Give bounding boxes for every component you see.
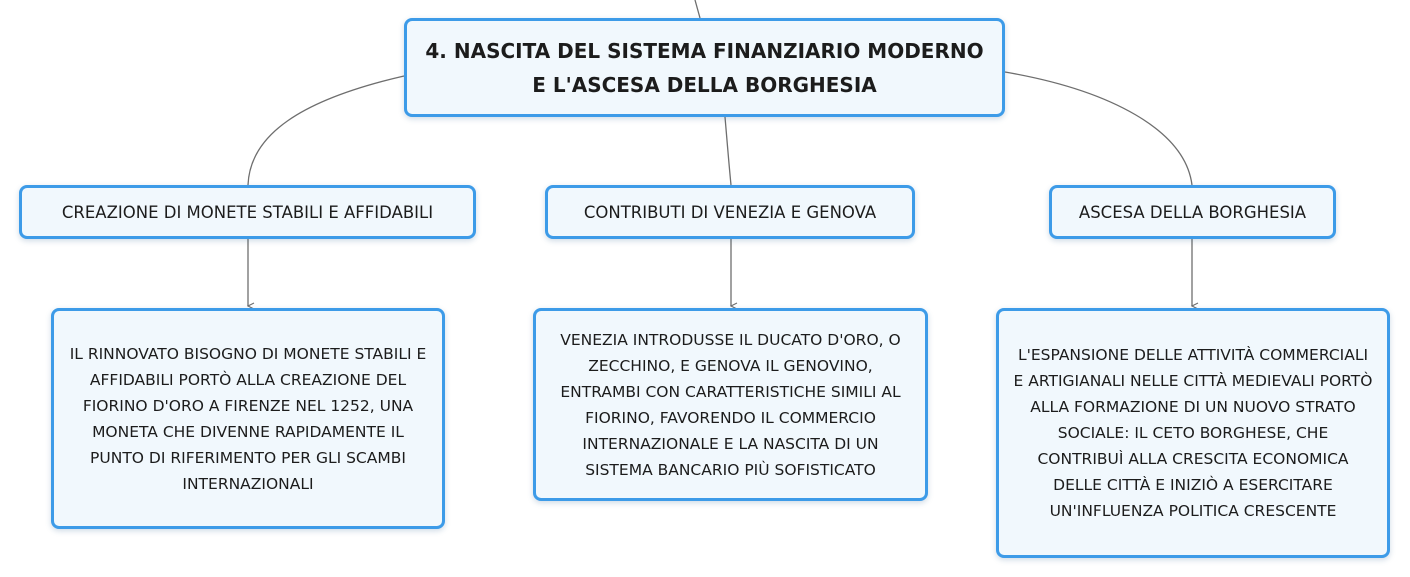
central-topic-label: 4. NASCITA DEL SISTEMA FINANZIARIO MODERNO E L'ASCESA DELLA BORGHESIA bbox=[425, 38, 984, 97]
detail-topic-fiorino[interactable] bbox=[51, 308, 445, 529]
branch-topic-label: CREAZIONE DI MONETE STABILI E AFFIDABILI bbox=[61, 202, 434, 222]
detail-topic-ducato-genovino[interactable] bbox=[533, 308, 928, 501]
connector-root-to-branch-2 bbox=[725, 117, 731, 185]
connector-root-to-branch-1 bbox=[248, 76, 404, 185]
connector-parent-to-root bbox=[695, 0, 700, 18]
detail-topic-text: IL RINNOVATO BISOGNO DI MONETE STABILI E AFFIDABILI PORTÒ ALLA CREAZIONE DEL FIORINO D'ORO A FIRENZE NEL 1252, UNA MONETA CHE DIVENNE RAPIDAMENTE IL PUNTO DI RIFERIMENTO PER GLI SCAMBI INTERNAZIONALI bbox=[69, 344, 427, 493]
connector-root-to-branch-3 bbox=[1005, 72, 1192, 185]
branch-topic-label: CONTRIBUTI DI VENEZIA E GENOVA bbox=[583, 202, 877, 222]
detail-topic-text: L'ESPANSIONE DELLE ATTIVITÀ COMMERCIALI E ARTIGIANALI NELLE CITTÀ MEDIEVALI PORTÒ ALLA FORMAZIONE DI UN NUOVO STRATO SOCIALE: IL CETO BORGHESE, CHE CONTRIBUÌ ALLA CRESCITA ECONOMICA DELLE CITTÀ E INIZIÒ A ESERCITARE UN'INFLUENZA POLITICA CRESCENTE bbox=[1013, 346, 1373, 520]
branch-topic-creazione-monete[interactable] bbox=[19, 185, 476, 239]
central-topic[interactable] bbox=[404, 18, 1005, 117]
detail-topic-text: VENEZIA INTRODUSSE IL DUCATO D'ORO, O ZECCHINO, E GENOVA IL GENOVINO, ENTRAMBI CON CARATTERISTICHE SIMILI AL FIORINO, FAVORENDO IL COMMERCIO INTERNAZIONALE E LA NASCITA DI UN SISTEMA BANCARIO PIÙ SOFISTICATO bbox=[560, 330, 901, 479]
branch-topic-venezia-genova[interactable] bbox=[545, 185, 915, 239]
detail-topic-ceto-borghese[interactable] bbox=[996, 308, 1390, 558]
branch-topic-ascesa-borghesia[interactable] bbox=[1049, 185, 1336, 239]
branch-topic-label: ASCESA DELLA BORGHESIA bbox=[1078, 202, 1307, 222]
